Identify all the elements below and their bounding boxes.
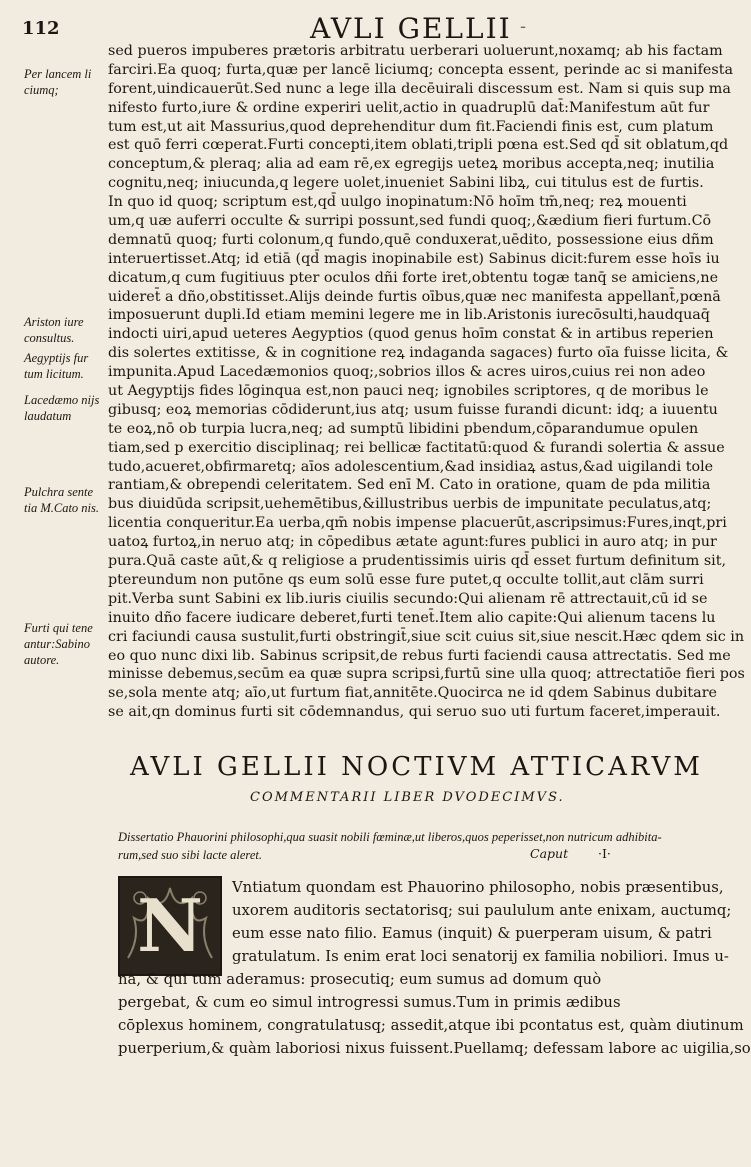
text-line: eum esse nato filio. Eamus (inquit) & puerperam uisum, & patri (232, 925, 712, 942)
summary-line: rum,sed suo sibi lacte aleret. (118, 848, 262, 862)
text-line: licentia conqueritur.Ea uerba,qm̄ nobis impense placuerūt,ascripsimus:Fures,inqt,pri (108, 515, 727, 532)
text-line: cri faciundi causa sustulit,furti obstringit̄,siue scit cuius sit,siue nescit.Hæc qdem sic in (108, 628, 745, 645)
text-line: gibusq; eoꝝ memorias cōdiderunt,ius atq; usum fuisse furandi dicunt: idq; a iuuentu (108, 401, 718, 418)
text-line: puerperium,& quàm laboriosi nixus fuissent.Puellamq; defessam labore ac uigilia,so (118, 1040, 751, 1057)
text-line: bus diuidūda scripsit,uehemētibus,&illustribus uerbis de impunitate peculatus,atq; (108, 496, 712, 513)
text-line: pergebat, & cum eo simul introgressi sumus.Tum in primis ædibus (118, 994, 621, 1011)
margin-note: Lacedæmo nijs laudatum (24, 393, 100, 423)
initial-letter: N (137, 883, 203, 968)
text-line: Vntiatum quondam est Phauorino philosopho, nobis præsentibus, (232, 879, 724, 896)
main-text-block (108, 42, 745, 722)
book-title: AVLI GELLII NOCTIVM ATTICARVM (130, 752, 703, 782)
text-line: inuito dño facere iudicare deberet,furti tenet̄.Item alio capite:Qui alienum tacens lu (108, 609, 716, 626)
text-line: minisse debemus,secūm ea quæ supra scripsi,furtū sine ulla quoq; attrectatiōe fieri pos (108, 666, 745, 683)
margin-note: Ariston iure consultus. (24, 315, 84, 345)
text-line: farciri.Ea quoq; furta,quæ per lancē liciumq; concepta essent, perinde ac si manifesta (108, 61, 733, 78)
running-head: AVLI GELLII (310, 12, 512, 45)
text-line: te eoꝝ,nō ob turpia lucra,neq; ad sumptū libidini pbendum,cōparandumue opulen (108, 420, 699, 437)
margin-note: Per lancem li ciumq; (24, 67, 92, 97)
text-line: est quō ferri cœperat.Furti concepti,item oblati,tripli pœna est.Sed qd̄ sit oblatum,qd (108, 137, 729, 154)
text-line: sed pueros impuberes prætoris arbitratu uerberari uoluerunt,noxamq; ab his factam (108, 43, 723, 59)
folio-number: 112 (22, 18, 60, 39)
decorated-initial (118, 876, 222, 976)
margin-note: Pulchra sente tia M.Cato nis. (24, 485, 100, 515)
summary-line: Dissertatio Phauorini philosophi,qua suasit nobili fœminæ,ut liberos,quos peperisset,non nutricum adhibita- (118, 830, 662, 844)
text-line: nifesto furto,iure & ordine experiri uelit,actio in quadruplū dat̄:Manifestum aūt fur (108, 99, 710, 116)
text-line: conceptum,& pleraq; alia ad eam rē,ex egregijs ueteꝝ moribus accepta,neq; inutilia (108, 156, 715, 173)
text-line: uideret̄ a dño,obstitisset.Alijs deinde furtis oībus,quæ nec manifesta appellant̄,pœnā (108, 288, 721, 305)
chapter-text-beside-initial (232, 876, 732, 968)
text-line: tudo,acueret,obfirmaretq; aīos adolescentium,&ad insidiaꝝ astus,&ad uigilandi tole (108, 458, 714, 475)
chapter-label: Caput (530, 846, 569, 861)
text-line: se,sola mente atq; aīo,ut furtum fiat,annitēte.Quocirca ne id qdem Sabinus dubitare (108, 685, 717, 702)
text-line: cognitu,neq; iniucunda,q legere uolet,inueniet Sabini libꝝ, cui titulus est de furtis. (108, 175, 704, 192)
chapter-summary (118, 828, 678, 864)
text-line: imposuerunt dupli.Id etiam memini legere me in lib.Aristonis iurecōsulti,haudquaq̄ (108, 307, 710, 324)
text-line: demnatū quoq; furti colonum,q fundo,quē conduxerat,uēdito, possessione eius dñm (108, 231, 714, 248)
book-subtitle: COMMENTARII LIBER DVODECIMVS. (250, 790, 565, 805)
text-line: indocti uiri,apud ueteres Aegyptios (quod genus hoīm constat & in artibus reperien (108, 326, 714, 343)
text-line: impunita.Apud Lacedæmonios quoq;,sobrios illos & acres uiros,cuius rei non adeo (108, 364, 706, 381)
margin-note: Furti qui tene antur:Sabino autore. (24, 621, 93, 667)
text-line: tiam,sed p exercitio disciplinaq; rei bellicæ factitatū:quod & furandi solertia & assue (108, 439, 725, 456)
text-line: gratulatum. Is enim erat loci senatorij ex familia nobiliori. Imus u- (232, 948, 729, 965)
text-line: nà, & qui tum aderamus: prosecutiq; eum sumus ad domum quò (118, 971, 602, 988)
text-line: ptereundum non putōne qs eum solū esse fure putet,q occulte tollit,aut clām surri (108, 571, 704, 588)
text-line: forent,uindicauerūt.Sed nunc a lege illa decēuirali discessum est. Nam si quis sup ma (108, 80, 731, 97)
text-line: ut Aegyptijs fides lōginqua est,non pauci neq; ignobiles scriptores, q de moribus le (108, 383, 709, 400)
text-line: uxorem auditoris sectatorisq; sui paululum ante enixam, auctumq; (232, 902, 732, 919)
chapter-number: ·I· (598, 846, 611, 861)
text-line: eo quo nunc dixi lib. Sabinus scripsit,de rebus furti faciendi causa attrectatis. Sed me (108, 647, 731, 664)
text-line: interuertisset.Atq; id etiā (qd̄ magis inopinabile est) Sabinus dicit:furem esse hoīs iu (108, 250, 720, 267)
chapter-text (118, 968, 751, 1060)
text-line: tum est,ut ait Massurius,quod deprehenditur dum fit.Faciendi finis est, cum platum (108, 118, 714, 135)
text-line: uatoꝝ furtoꝝ,in neruo atq; in cōpedibus ætate agunt:fures publici in auro atq; in pur (108, 534, 717, 551)
text-line: rantiam,& obrependi celeritatem. Sed enī M. Cato in oratione, quam de pda militia (108, 477, 711, 494)
text-line: pit.Verba sunt Sabini ex lib.iuris ciuilis secundo:Qui alienam rē attrectauit,cū id se (108, 590, 708, 607)
text-line: pura.Quā caste aūt,& q religiose a prudentissimis uiris qd̄ esset furtum definitum sit, (108, 553, 727, 570)
text-line: um,q uæ auferri occulte & surripi possunt,sed fundi quoq;,&ædium fieri furtum.Cō (108, 213, 712, 230)
text-line: dicatum,q cum fugitiuus pter oculos dñi forte iret,obtentu togæ tanq̄ se amiciens,ne (108, 269, 719, 286)
running-head-mark: - (520, 16, 527, 37)
text-line: cōplexus hominem, congratulatusq; assedit,atque ibi pcontatus est, quàm diutinum (118, 1017, 744, 1034)
margin-note: Aegyptijs fur tum licitum. (24, 351, 89, 381)
text-line: se ait,qn dominus furti sit cōdemnandus, qui seruo suo uti furtum faceret,imperauit. (108, 704, 721, 721)
text-line: In quo id quoq; scriptum est,qd̄ uulgo inopinatum:Nō hoīm tm̄,neq; reꝝ mouenti (108, 194, 687, 211)
text-line: dis solertes extitisse, & in cognitione reꝝ indaganda sagaces) furto oīa fuisse licita, & (108, 345, 729, 362)
